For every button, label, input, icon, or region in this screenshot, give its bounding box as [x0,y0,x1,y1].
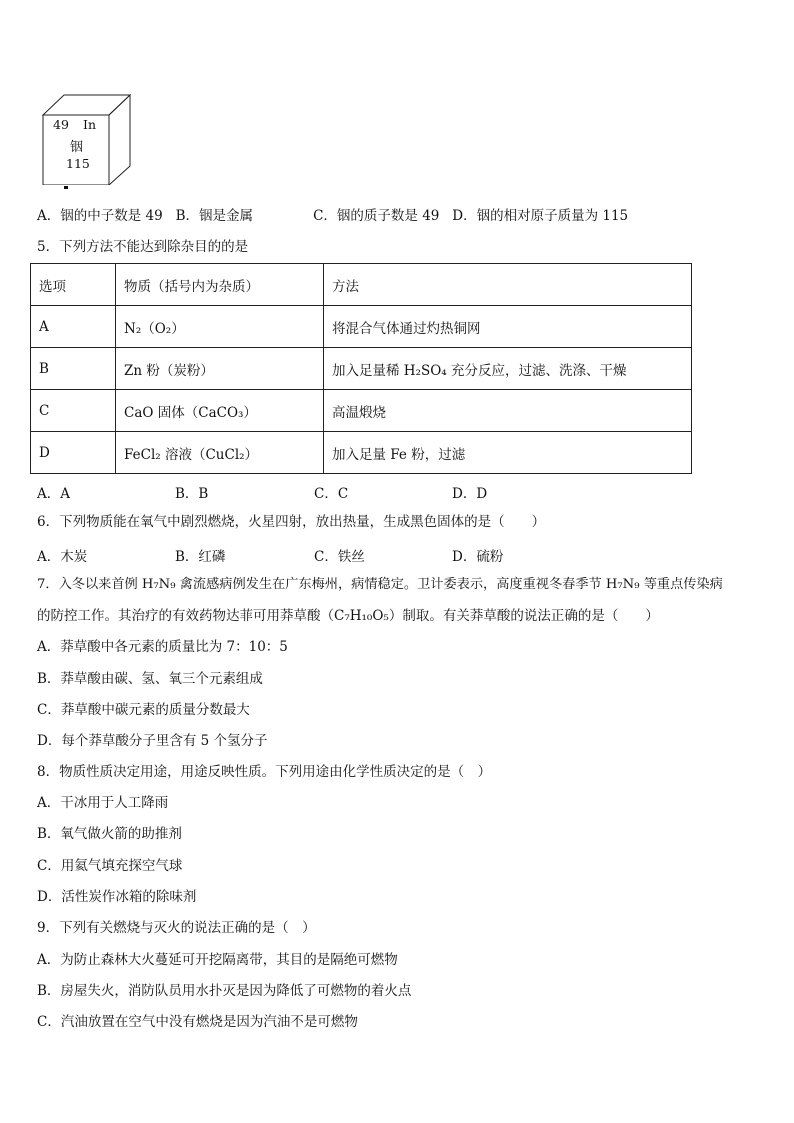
q8-option-d: D．活性炭作冰箱的除味剂 [37,889,197,905]
element-card [40,93,132,185]
q6-stem: 6．下列物质能在氧气中剧烈燃烧，火星四射，放出热量，生成黑色固体的是（ ） [37,514,546,530]
q5-stem: 5．下列方法不能达到除杂目的的是 [37,239,249,255]
q4-options: A．铟的中子数是 49 B．铟是金属 C．铟的质子数是 49 D．铟的相对原子质量为 115 [37,208,629,224]
q9-option-a: A．为防止森林大火蔓延可开挖隔离带，其目的是隔绝可燃物 [37,952,398,968]
q6-options [37,545,503,565]
option-d: D．硫粉 [452,549,504,565]
atomic-mass: 115 [66,156,90,171]
q5-table [30,263,692,474]
q7-stem-line-2: 的防控工作。其治疗的有效药物达菲可用莽草酸（C₇H₁₀O₅）制取。有关莽草酸的说法正确的是（ ） [37,608,659,624]
element-name: 铟 [70,140,84,155]
stray-mark [64,186,68,189]
table-row [31,348,692,390]
table-header-cell: 选项 [31,264,116,306]
option-b: B．B [175,486,209,502]
table-cell: 加入足量稀 H₂SO₄ 充分反应，过滤、洗涤、干燥 [324,348,692,390]
option-c: C．铁丝 [314,549,365,565]
table-row [31,432,692,474]
table-cell: FeCl₂ 溶液（CuCl₂） [116,432,324,474]
table-cell: CaO 固体（CaCO₃） [116,390,324,432]
option-b: B．红磷 [175,549,226,565]
table-cell: 将混合气体通过灼热铜网 [324,306,692,348]
q7-option-d: D．每个莽草酸分子里含有 5 个氢分子 [37,733,268,749]
table-cell: D [31,432,116,474]
table-cell: N₂（O₂） [116,306,324,348]
option-a: A．木炭 [37,549,88,565]
q8-option-c: C．用氦气填充探空气球 [37,858,183,874]
option-c: C．C [314,486,349,502]
q8-option-b: B．氧气做火箭的助推剂 [37,826,182,842]
table-row [31,306,692,348]
table-header-cell: 方法 [324,264,692,306]
table-header-row [31,264,692,306]
table-cell: 加入足量 Fe 粉，过滤 [324,432,692,474]
q8-stem: 8．物质性质决定用途，用途反映性质。下列用途由化学性质决定的是（ ） [37,764,492,780]
element-symbol: In [83,117,96,132]
table-header-cell: 物质（括号内为杂质） [116,264,324,306]
element-cube-outline [40,93,132,185]
table-cell: B [31,348,116,390]
q8-option-a: A．干冰用于人工降雨 [37,795,169,811]
q7-option-c: C．莽草酸中碳元素的质量分数最大 [37,702,250,718]
q5-options [37,482,487,502]
table-cell: A [31,306,116,348]
q9-option-b: B．房屋失火，消防队员用水扑灭是因为降低了可燃物的着火点 [37,983,412,999]
table-cell: C [31,390,116,432]
q9-option-c: C．汽油放置在空气中没有燃烧是因为汽油不是可燃物 [37,1014,358,1030]
q7-option-b: B．莽草酸由碳、氢、氧三个元素组成 [37,671,263,687]
table-cell: 高温煅烧 [324,390,692,432]
atomic-number: 49 [53,117,69,132]
table-cell: Zn 粉（炭粉） [116,348,324,390]
table-row [31,390,692,432]
q7-option-a: A．莽草酸中各元素的质量比为 7：10：5 [37,639,288,655]
q7-stem-line-1: 7．入冬以来首例 H₇N₉ 禽流感病例发生在广东梅州，病情稳定。卫计委表示，高度重视冬春季节 H₇N₉ 等重点传染病 [37,577,723,592]
option-a: A．A [37,486,70,502]
option-d: D．D [452,486,488,502]
q9-stem: 9．下列有关燃烧与灭火的说法正确的是（ ） [37,920,316,936]
